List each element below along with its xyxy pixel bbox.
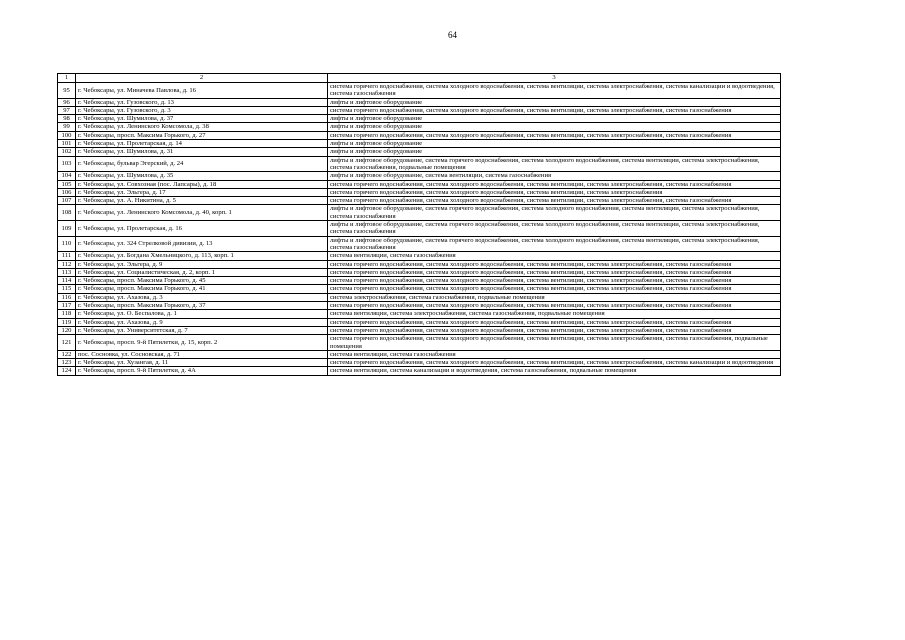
row-address: г. Чебоксары, ул. А. Никитина, д. 5: [76, 197, 328, 205]
row-address: г. Чебоксары, ул. О. Беспалова, д. 1: [76, 310, 328, 318]
row-systems: система горячего водоснабжения, система холодного водоснабжения, система вентиляции, система электроснабжения, система канализации и водоотведения: [328, 359, 781, 367]
table-row: [58, 285, 781, 293]
row-address: г. Чебоксары, просп. 9-й Пятилетки, д. 15, корп. 2: [76, 335, 328, 351]
row-number: 123: [58, 359, 76, 367]
table-row: [58, 205, 781, 221]
row-systems: система электроснабжения, система газоснабжения, подвальные помещения: [328, 293, 781, 301]
row-systems: система вентиляции, система электроснабжения, система газоснабжения, подвальные помещения: [328, 310, 781, 318]
row-address: г. Чебоксары, ул. Эльгера, д. 17: [76, 188, 328, 196]
table-row: [58, 350, 781, 358]
table-row: [58, 188, 781, 196]
row-systems: лифты и лифтовое оборудование: [328, 140, 781, 148]
row-address: г. Чебоксары, ул. 324 Стрелковой дивизии, д. 13: [76, 236, 328, 252]
row-number: 109: [58, 221, 76, 237]
row-address: г. Чебоксары, ул. Шумилова, д. 31: [76, 148, 328, 156]
row-address: пос. Сосновка, ул. Сосновская, д. 71: [76, 350, 328, 358]
row-address: г. Чебоксары, ул. Гузовского, д. 13: [76, 98, 328, 106]
row-number: 110: [58, 236, 76, 252]
row-number: 101: [58, 140, 76, 148]
row-systems: лифты и лифтовое оборудование: [328, 98, 781, 106]
row-systems: лифты и лифтовое оборудование, система горячего водоснабжения, система холодного водоснабжения, система вентиляции, система электроснабжения, система газоснабжения: [328, 221, 781, 237]
row-systems: система горячего водоснабжения, система холодного водоснабжения, система вентиляции, система электроснабжения, система газоснабжения: [328, 180, 781, 188]
table-row: [58, 221, 781, 237]
row-address: г. Чебоксары, ул. Ленинского Комсомола, д. 40, корп. 1: [76, 205, 328, 221]
table-row: [58, 156, 781, 172]
header-cell-2: 2: [76, 74, 328, 83]
row-number: 107: [58, 197, 76, 205]
row-number: 113: [58, 268, 76, 276]
table-row: [58, 106, 781, 114]
row-systems: лифты и лифтовое оборудование, система горячего водоснабжения, система холодного водоснабжения, система вентиляции, система электроснабжения, система газоснабжения: [328, 236, 781, 252]
table-row: [58, 359, 781, 367]
row-number: 117: [58, 302, 76, 310]
row-systems: лифты и лифтовое оборудование: [328, 148, 781, 156]
row-systems: система горячего водоснабжения, система холодного водоснабжения, система вентиляции, система электроснабжения, система газоснабжения: [328, 302, 781, 310]
table-row: [58, 236, 781, 252]
table-row: [58, 252, 781, 260]
table-row: [58, 148, 781, 156]
row-systems: система горячего водоснабжения, система холодного водоснабжения, система вентиляции, система электроснабжения, система газоснабжения: [328, 197, 781, 205]
row-address: г. Чебоксары, ул. Хузангая, д. 11: [76, 359, 328, 367]
row-systems: система вентиляции, система канализации и водоотведения, система газоснабжения, подвальные помещения: [328, 367, 781, 375]
table-row: [58, 197, 781, 205]
row-number: 105: [58, 180, 76, 188]
table-row: [58, 115, 781, 123]
table-row: [58, 293, 781, 301]
table-row: [58, 326, 781, 334]
row-address: г. Чебоксары, ул. Богдана Хмельницкого, д. 113, корп. 1: [76, 252, 328, 260]
table-row: [58, 83, 781, 99]
row-address: г. Чебоксары, ул. Ахазова, д. 9: [76, 318, 328, 326]
row-systems: система горячего водоснабжения, система холодного водоснабжения, система вентиляции, система электроснабжения: [328, 188, 781, 196]
row-address: г. Чебоксары, ул. Совхозная (пос. Лапсары), д. 18: [76, 180, 328, 188]
row-address: г. Чебоксары, ул. Миначева Павлова, д. 16: [76, 83, 328, 99]
row-number: 114: [58, 277, 76, 285]
row-address: г. Чебоксары, ул. Гузовского, д. 3: [76, 106, 328, 114]
row-systems: система горячего водоснабжения, система холодного водоснабжения, система вентиляции, система электроснабжения, система газоснабжения, подвальные помещения: [328, 335, 781, 351]
row-number: 116: [58, 293, 76, 301]
row-number: 97: [58, 106, 76, 114]
table-row: [58, 123, 781, 131]
row-address: г. Чебоксары, просп. Максима Горького, д. 37: [76, 302, 328, 310]
row-number: 100: [58, 131, 76, 139]
table-row: [58, 260, 781, 268]
row-systems: лифты и лифтовое оборудование: [328, 123, 781, 131]
header-cell-1: 1: [58, 74, 76, 83]
row-systems: лифты и лифтовое оборудование, система вентиляции, система газоснабжения: [328, 172, 781, 180]
row-address: г. Чебоксары, просп. Максима Горького, д. 41: [76, 285, 328, 293]
row-address: г. Чебоксары, просп. Максима Горького, д. 27: [76, 131, 328, 139]
row-number: 106: [58, 188, 76, 196]
row-number: 122: [58, 350, 76, 358]
row-number: 95: [58, 83, 76, 99]
row-systems: система горячего водоснабжения, система холодного водоснабжения, система вентиляции, система электроснабжения, система газоснабжения: [328, 268, 781, 276]
row-systems: система вентиляции, система газоснабжения: [328, 252, 781, 260]
header-cell-3: 3: [328, 74, 781, 83]
row-systems: система горячего водоснабжения, система холодного водоснабжения, система вентиляции, система электроснабжения, система газоснабжения: [328, 106, 781, 114]
table-row: [58, 277, 781, 285]
objects-table: [57, 73, 781, 376]
row-number: 104: [58, 172, 76, 180]
row-number: 112: [58, 260, 76, 268]
row-number: 98: [58, 115, 76, 123]
row-systems: система горячего водоснабжения, система холодного водоснабжения, система вентиляции, система электроснабжения, система газоснабжения: [328, 277, 781, 285]
row-address: г. Чебоксары, ул. Эльгера, д. 9: [76, 260, 328, 268]
row-systems: система горячего водоснабжения, система холодного водоснабжения, система вентиляции, система электроснабжения, система газоснабжения: [328, 326, 781, 334]
row-number: 124: [58, 367, 76, 375]
row-systems: система горячего водоснабжения, система холодного водоснабжения, система вентиляции, система электроснабжения, система газоснабжения: [328, 318, 781, 326]
table-row: [58, 302, 781, 310]
row-address: г. Чебоксары, ул. Пролетарская, д. 16: [76, 221, 328, 237]
row-systems: система горячего водоснабжения, система холодного водоснабжения, система вентиляции, система электроснабжения, система канализации и водоотведения, система газоснабжения: [328, 83, 781, 99]
row-systems: система вентиляции, система газоснабжения: [328, 350, 781, 358]
table-row: [58, 180, 781, 188]
table-row: [58, 318, 781, 326]
row-address: г. Чебоксары, просп. 9-й Пятилетки, д. 4А: [76, 367, 328, 375]
row-number: 111: [58, 252, 76, 260]
row-number: 118: [58, 310, 76, 318]
table-row: [58, 131, 781, 139]
table-row: [58, 140, 781, 148]
table-body: [58, 74, 781, 376]
row-systems: система горячего водоснабжения, система холодного водоснабжения, система вентиляции, система электроснабжения, система газоснабжения: [328, 285, 781, 293]
row-number: 103: [58, 156, 76, 172]
page-number: 64: [448, 30, 457, 40]
row-number: 120: [58, 326, 76, 334]
row-address: г. Чебоксары, ул. Ленинского Комсомола, д. 38: [76, 123, 328, 131]
row-systems: лифты и лифтовое оборудование, система горячего водоснабжения, система холодного водоснабжения, система вентиляции, система электроснабжения, система газоснабжения, подвальные помещения: [328, 156, 781, 172]
row-systems: лифты и лифтовое оборудование: [328, 115, 781, 123]
row-systems: система горячего водоснабжения, система холодного водоснабжения, система вентиляции, система электроснабжения, система газоснабжения: [328, 260, 781, 268]
table-row: [58, 98, 781, 106]
row-systems: система горячего водоснабжения, система холодного водоснабжения, система вентиляции, система электроснабжения, система газоснабжения: [328, 131, 781, 139]
row-number: 121: [58, 335, 76, 351]
row-address: г. Чебоксары, просп. Максима Горького, д. 45: [76, 277, 328, 285]
row-number: 108: [58, 205, 76, 221]
row-address: г. Чебоксары, бульвар Эгерский, д. 24: [76, 156, 328, 172]
row-number: 102: [58, 148, 76, 156]
row-address: г. Чебоксары, ул. Шумилова, д. 37: [76, 115, 328, 123]
row-address: г. Чебоксары, ул. Шумилова, д. 35: [76, 172, 328, 180]
table-header-row: [58, 74, 781, 83]
row-number: 99: [58, 123, 76, 131]
row-number: 96: [58, 98, 76, 106]
table-row: [58, 268, 781, 276]
table-row: [58, 367, 781, 375]
table-row: [58, 172, 781, 180]
row-address: г. Чебоксары, ул. Ахазова, д. 3: [76, 293, 328, 301]
row-number: 119: [58, 318, 76, 326]
row-systems: лифты и лифтовое оборудование, система горячего водоснабжения, система холодного водоснабжения, система вентиляции, система электроснабжения, система газоснабжения: [328, 205, 781, 221]
row-address: г. Чебоксары, ул. Социалистическая, д. 2, корп. 1: [76, 268, 328, 276]
row-address: г. Чебоксары, ул. Пролетарская, д. 14: [76, 140, 328, 148]
row-number: 115: [58, 285, 76, 293]
row-address: г. Чебоксары, ул. Университетская, д. 7: [76, 326, 328, 334]
table-row: [58, 335, 781, 351]
table-row: [58, 310, 781, 318]
